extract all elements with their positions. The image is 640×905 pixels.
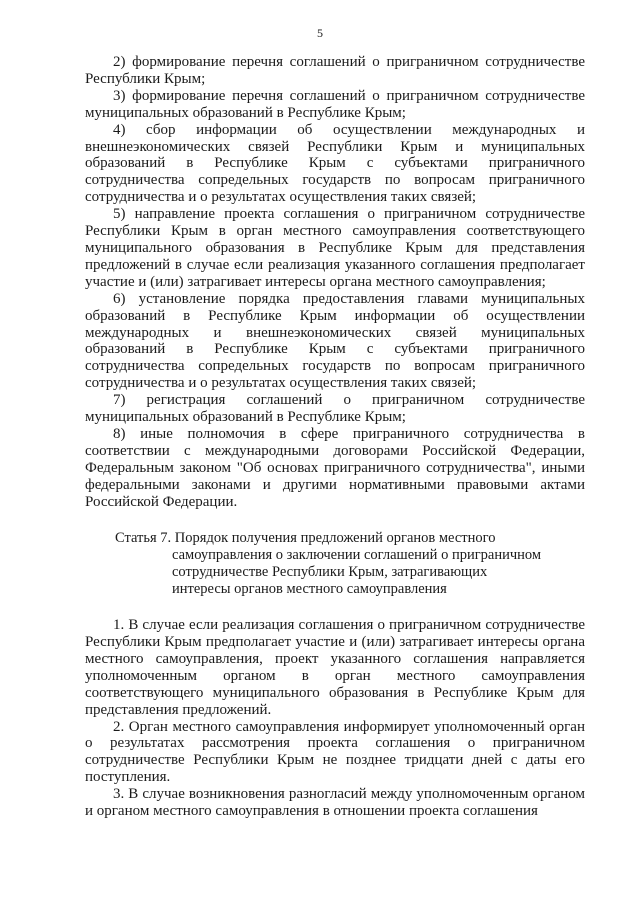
article-title: Статья 7. Порядок получения предложений органов местного самоуправления о заключении соглашений о приграничном сотрудничестве Республики Крым, затрагивающих интересы органов местного самоуправления [115,530,542,598]
list-item: 7) регистрация соглашений о приграничном сотрудничестве муниципальных образований в Республике Крым; [85,392,585,426]
article-paragraph: 2. Орган местного самоуправления информирует уполномоченный орган о результатах рассмотрения проекта соглашения о приграничном сотрудничестве Республики Крым не позднее тридцати дней с даты его поступления. [85,718,585,786]
document-body [85,54,585,820]
spacer [85,598,585,617]
list-item: 6) установление порядка предоставления главами муниципальных образований в Республике Крым информации об осуществлении международных и внешнеэкономических связей муниципальных образований в Республике Крым с субъектами приграничного сотрудничества сопредельных государств по вопросам приграничного сотрудничества и о результатах осуществления таких связей; [85,290,585,392]
list-item: 8) иные полномочия в сфере приграничного сотрудничества в соответствии с международными договорами Российской Федерации, Федеральным законом "Об основах приграничного сотрудничества", иными федеральными законами и другими нормативными правовыми актами Российской Федерации. [85,425,585,510]
article-paragraph: 1. В случае если реализация соглашения о приграничном сотрудничестве Республики Крым предполагает участие и (или) затрагивает интересы органа местного самоуправления, проект указанного соглашения направляется уполномоченным органом в орган местного самоуправления соответствующего муниципального образования в Республике Крым для представления предложений. [85,617,585,718]
list-item: 4) сбор информации об осуществлении международных и внешнеэкономических связей Республики Крым и муниципальных образований в Республике Крым с субъектами приграничного сотрудничества сопредельных государств по вопросам приграничного сотрудничества и о результатах осуществления таких связей; [85,121,585,206]
list-item: 2) формирование перечня соглашений о приграничном сотрудничестве Республики Крым; [85,54,585,87]
page-number: 5 [317,26,323,40]
list-item: 3) формирование перечня соглашений о приграничном сотрудничестве муниципальных образований в Республике Крым; [85,87,585,121]
list-item: 5) направление проекта соглашения о приграничном сотрудничестве Республики Крым в орган местного самоуправления соответствующего муниципального образования в Республике Крым для представления предложений в случае если реализация указанного соглашения предполагает участие и (или) затрагивает интересы органа местного самоуправления; [85,206,585,290]
article-paragraph: 3. В случае возникновения разногласий между уполномоченным органом и органом местного самоуправления в отношении проекта соглашения [85,786,585,820]
